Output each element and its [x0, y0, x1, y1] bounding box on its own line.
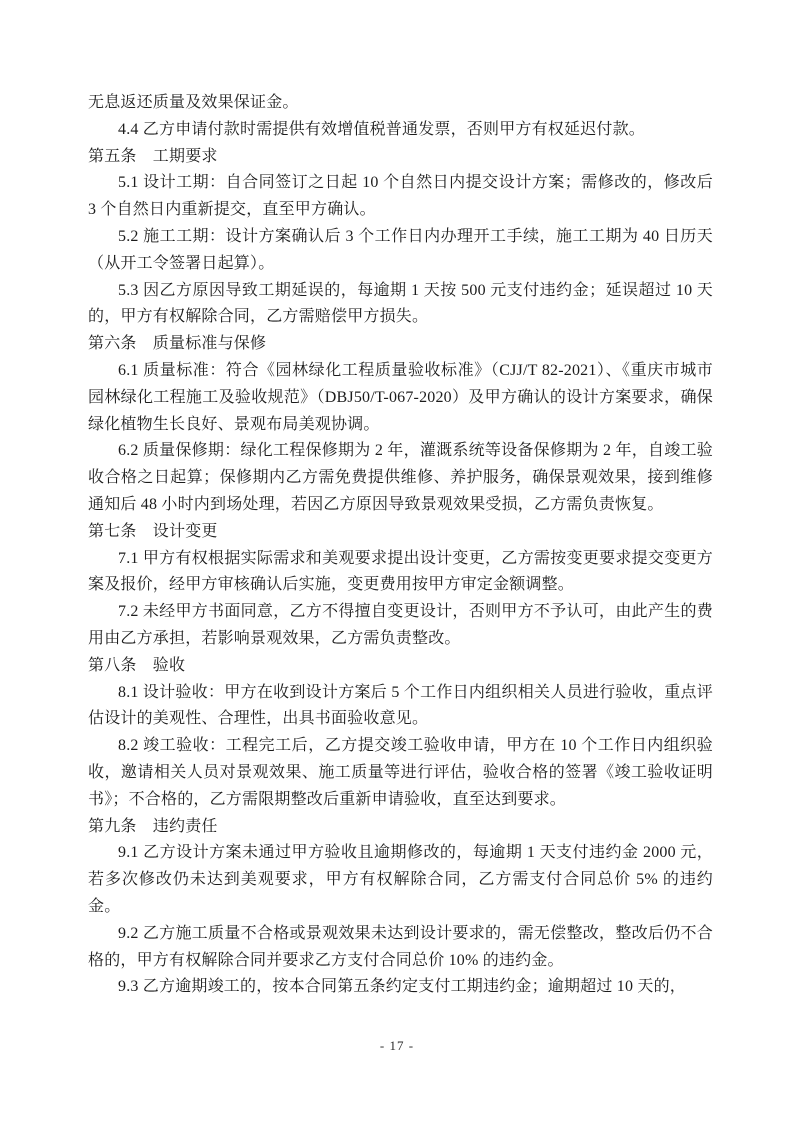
clause-8-2: 8.2 竣工验收：工程完工后，乙方提交竣工验收申请，甲方在 10 个工作日内组织验收，邀请相关人员对景观效果、施工质量等进行评估，验收合格的签署《竣工验收证明书》；不合格的，乙方需限期整改后重新申请验收，直至达到要求。: [88, 737, 713, 808]
clause-8-1: 8.1 设计验收：甲方在收到设计方案后 5 个工作日内组织相关人员进行验收，重点评估设计的美观性、合理性，出具书面验收意见。: [88, 683, 713, 728]
clause-5-3: 5.3 因乙方原因导致工期延误的，每逾期 1 天按 500 元支付违约金；延误超过 10 天的，甲方有权解除合同，乙方需赔偿甲方损失。: [88, 281, 713, 326]
clause-5-2: 5.2 施工工期：设计方案确认后 3 个工作日内办理开工手续，施工工期为 40 日历天（从开工令签署日起算）。: [88, 227, 713, 272]
clause-4-4: 4.4 乙方申请付款时需提供有效增值税普通发票，否则甲方有权延迟付款。: [118, 120, 646, 138]
clause-9-2: 9.2 乙方施工质量不合格或景观效果未达到设计要求的，需无偿整改，整改后仍不合格的，甲方有权解除合同并要求乙方支付合同总价 10% 的违约金。: [88, 924, 713, 969]
article-7-heading: 第七条 设计变更: [88, 522, 218, 540]
clause-4-3-continuation: 无息返还质量及效果保证金。: [88, 94, 299, 111]
article-9-heading: 第九条 违约责任: [88, 817, 218, 835]
article-5-heading: 第五条 工期要求: [88, 147, 218, 165]
clause-5-1: 5.1 设计工期：自合同签订之日起 10 个自然日内提交设计方案；需修改的，修改后 3 个自然日内重新提交，直至甲方确认。: [88, 174, 713, 219]
page-number: - 17 -: [379, 1038, 415, 1053]
clause-6-2: 6.2 质量保修期：绿化工程保修期为 2 年，灌溉系统等设备保修期为 2 年，自竣工验收合格之日起算；保修期内乙方需免费提供维修、养护服务，确保景观效果，接到维修通知后 48 小时内到场处理，若因乙方原因导致景观效果受损，乙方需负责恢复。: [88, 442, 713, 513]
clause-6-1: 6.1 质量标准：符合《园林绿化工程质量验收标准》（CJJ/T 82-2021）、《重庆市城市园林绿化工程施工及验收规范》（DBJ50/T-067-2020）及甲方确认的设计方案要求，确保绿化植物生长良好、景观布局美观协调。: [88, 361, 713, 433]
clause-9-3: 9.3 乙方逾期竣工的，按本合同第五条约定支付工期违约金；逾期超过 10 天的，: [118, 978, 687, 996]
article-6-heading: 第六条 质量标准与保修: [88, 335, 267, 353]
clause-7-2: 7.2 未经甲方书面同意，乙方不得擅自变更设计，否则甲方不予认可，由此产生的费用由乙方承担，若影响景观效果，乙方需负责整改。: [88, 603, 713, 647]
article-8-heading: 第八条 验收: [88, 656, 186, 674]
clause-7-1: 7.1 甲方有权根据实际需求和美观要求提出设计变更，乙方需按变更要求提交变更方案及报价，经甲方审核确认后实施，变更费用按甲方审定金额调整。: [88, 549, 713, 594]
contract-text-body: [88, 90, 713, 1001]
clause-9-1: 9.1 乙方设计方案未通过甲方验收且逾期修改的，每逾期 1 天支付违约金 2000 元，若多次修改仍未达到美观要求，甲方有权解除合同，乙方需支付合同总价 5% 的违约金。: [88, 844, 713, 915]
